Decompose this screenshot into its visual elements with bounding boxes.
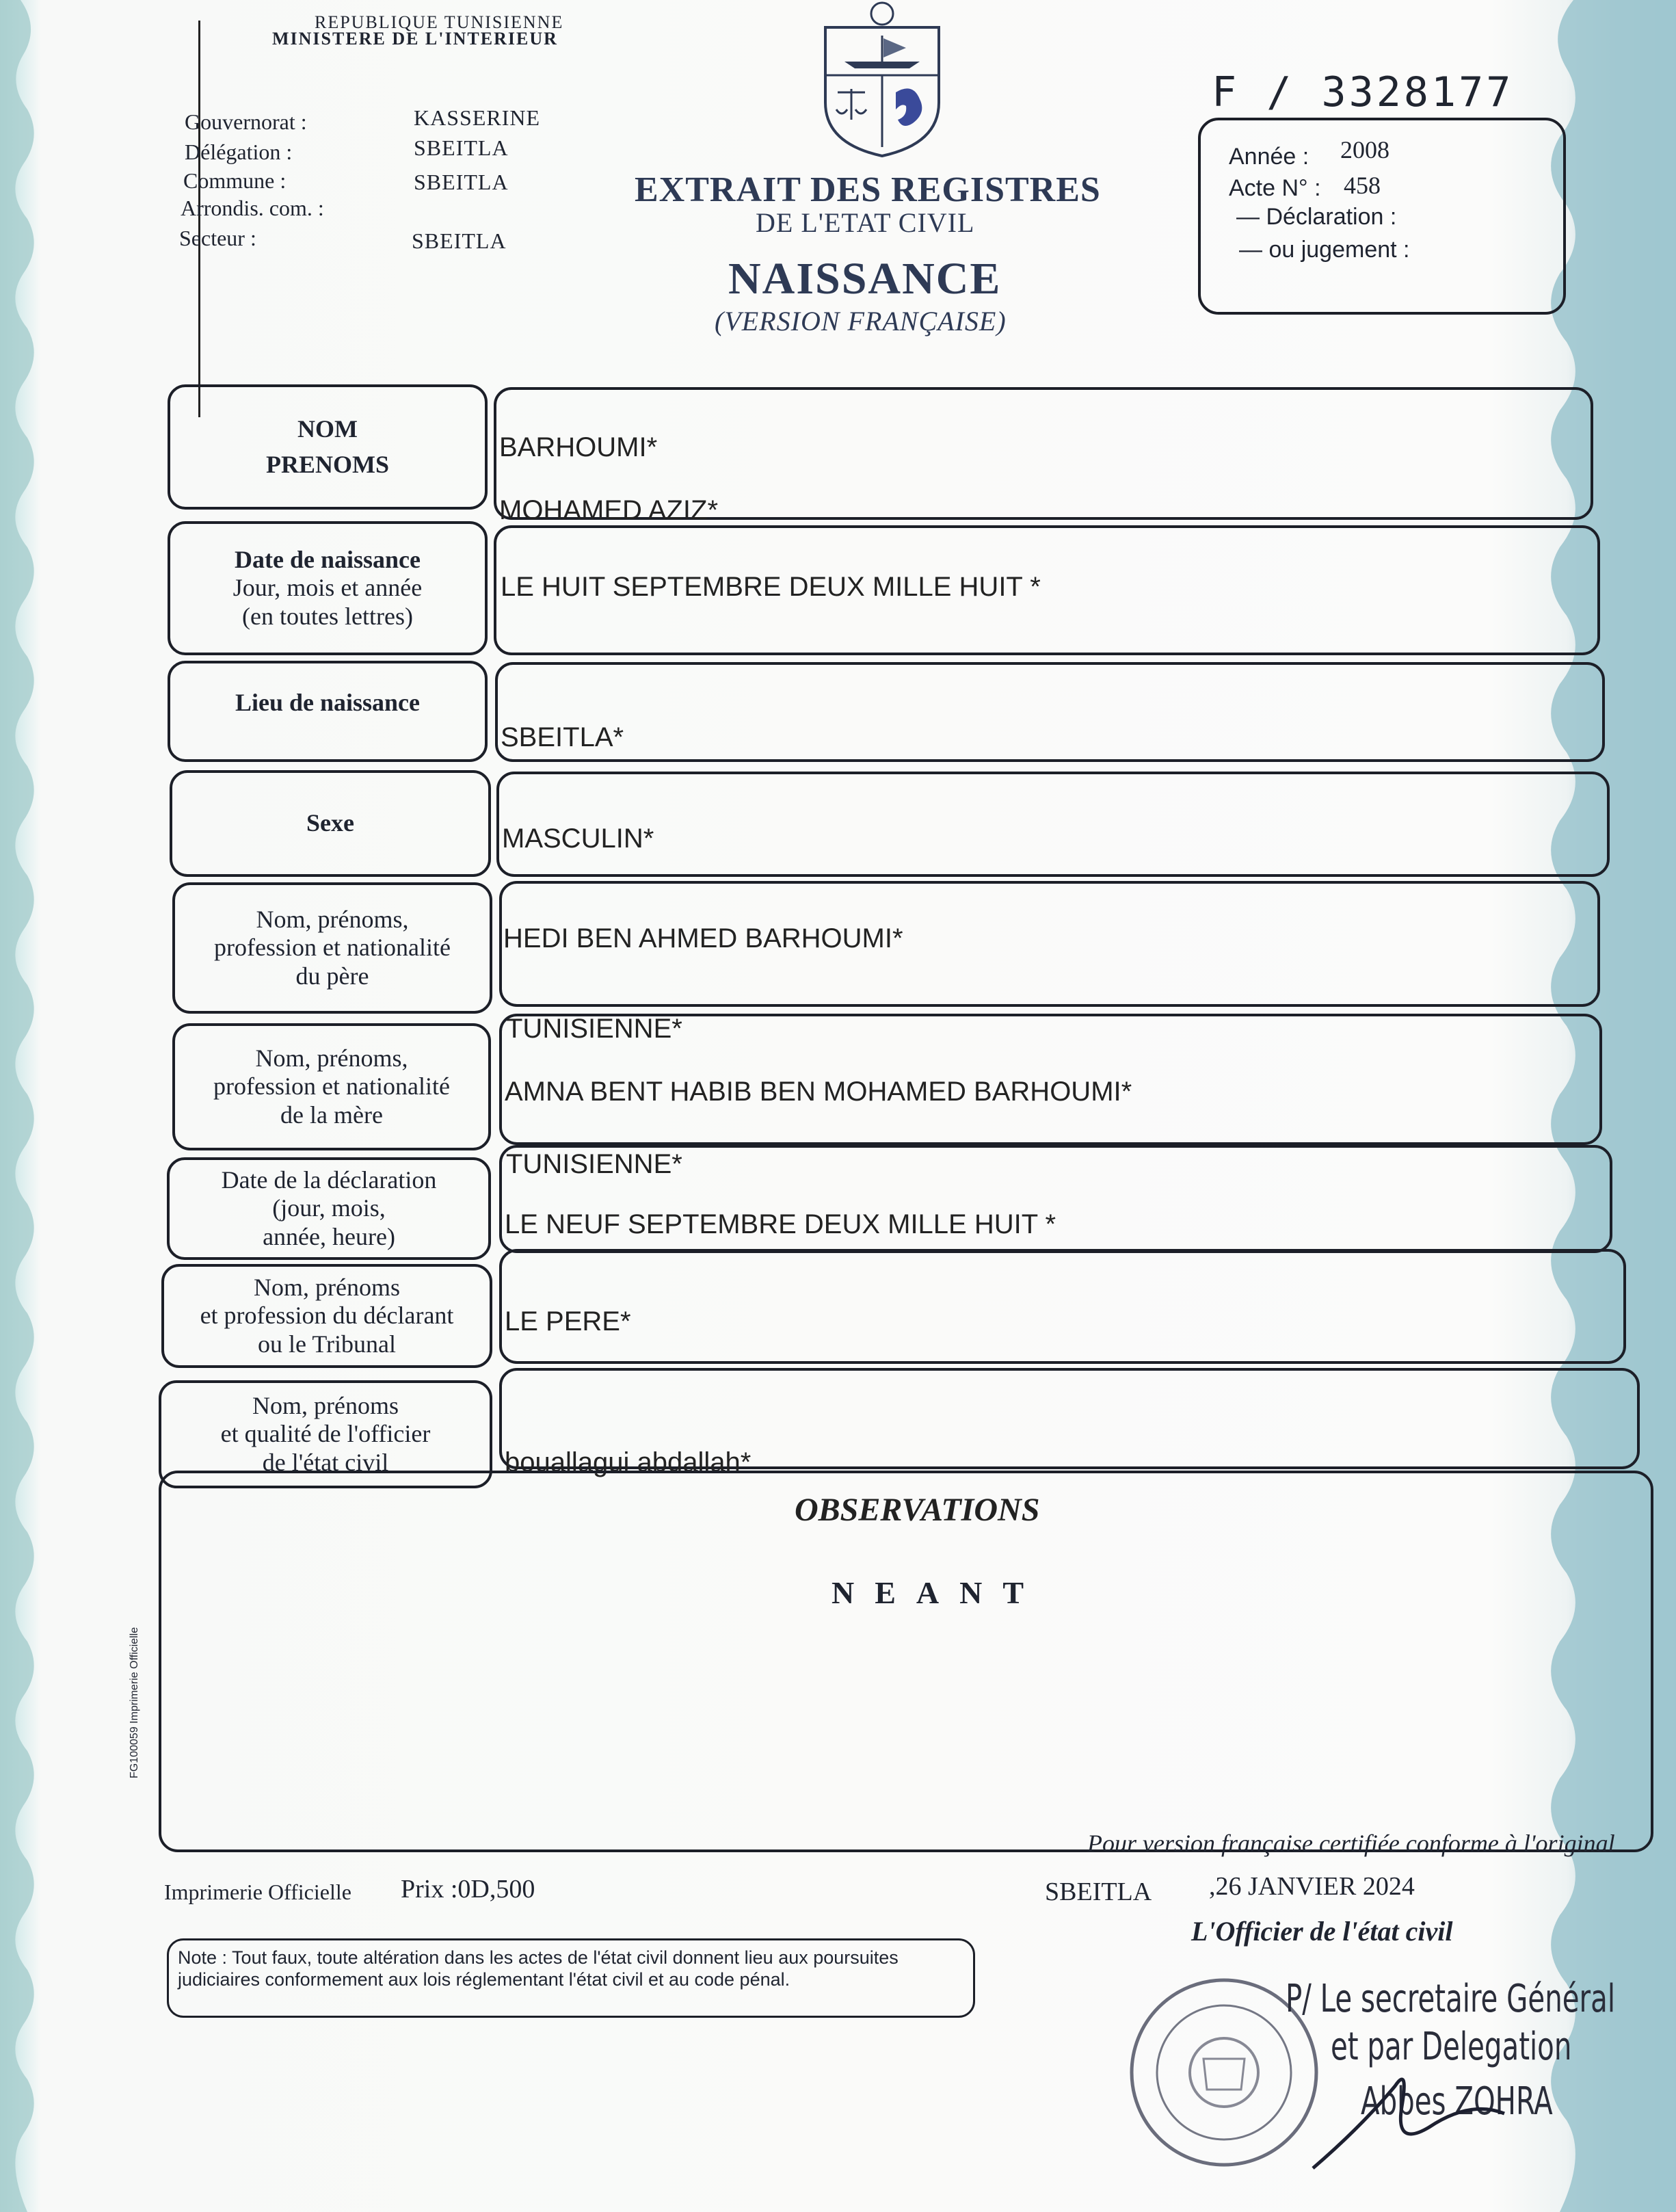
declarant-label [161,1264,492,1368]
left-guilloche-border [0,0,48,2212]
nom-label-line2: PRENOMS [266,450,389,478]
declaration-date-label [167,1157,491,1260]
declarant-label-line1: Nom, prénoms [254,1273,400,1301]
nom-label [168,384,488,510]
lieu-label: Lieu de naissance [235,689,421,717]
acte-value: 458 [1344,172,1381,199]
signature-line1: P/ Le secretaire Général [1286,1977,1616,2021]
declaration-label-line1: Date de la déclaration [221,1166,437,1194]
pere-nationality-value: TUNISIENNE* [506,1014,682,1044]
republic-text: REPUBLIQUE TUNISIENNE [315,12,564,32]
declarant-label-line3: ou le Tribunal [257,1330,397,1358]
prix-text: Prix :0D,500 [401,1875,535,1904]
officier-label-line1: Nom, prénoms [252,1391,399,1419]
sexe-value-box [496,772,1610,877]
side-print-code: FG100059 Imprimerie Officielle [129,1627,140,1778]
declaration-label-line3: année, heure) [263,1222,395,1250]
mere-label-line2: profession et nationalité [213,1072,450,1101]
footer-lieu: SBEITLA [1045,1878,1152,1906]
declaration-label: — Déclaration : [1236,204,1397,230]
arrondissement-label: Arrondis. com. : [181,196,324,220]
nom-label-line1: NOM [297,415,358,443]
lieu-value-box [495,662,1605,762]
imprimerie-text: Imprimerie Officielle [164,1880,351,1904]
footer-date: ,26 JANVIER 2024 [1209,1872,1415,1901]
pere-label-line3: du père [295,962,369,990]
officier-label-line3: de l'état civil [262,1448,389,1476]
signature-line2: et par Delegation [1331,2025,1572,2069]
signature-scribble-icon [1299,2045,1518,2182]
declaration-date-value: LE NEUF SEPTEMBRE DEUX MILLE HUIT * [505,1209,1056,1239]
title-version: (VERSION FRANÇAISE) [715,306,1007,337]
mere-name-value: AMNA BENT HABIB BEN MOHAMED BARHOUMI* [505,1077,1132,1107]
signature-line3: Abbes ZOHRA [1361,2079,1553,2124]
declarant-value-box [499,1249,1626,1364]
annee-value: 2008 [1340,136,1389,163]
secteur-label: Secteur : [179,226,256,250]
pere-label-line1: Nom, prénoms, [256,905,409,933]
officier-label-line2: et qualité de l'officier [220,1420,431,1448]
certification-text: Pour version française certifiée conforme à l'original [1087,1830,1615,1857]
date-naissance-label-line2: Jour, mois et année [232,574,423,602]
declarant-label-line2: et profession du déclarant [200,1302,454,1330]
jugement-label: — ou jugement : [1239,237,1410,263]
ministry-text: MINISTERE DE L'INTERIEUR [272,29,558,49]
sexe-label: Sexe [306,809,354,837]
declarant-value: LE PERE* [505,1306,631,1337]
officier-value: bouallagui abdallah* [505,1447,751,1477]
delegation-label: Délégation : [185,140,293,164]
acte-label: Acte N° : [1229,175,1321,201]
observations-title: OBSERVATIONS [795,1492,1040,1528]
date-naissance-label [168,521,488,655]
mere-label [172,1023,491,1150]
note-text: Note : Tout faux, toute altération dans les actes de l'état civil donnent lieu aux poursuites judiciaires conformement aux lois réglementant l'état civil et au code pénal. [178,1947,899,1990]
date-naissance-value: LE HUIT SEPTEMBRE DEUX MILLE HUIT * [501,572,1041,602]
sexe-value: MASCULIN* [502,824,654,854]
title-extrait: EXTRAIT DES REGISTRES [635,170,1101,209]
annee-label: Année : [1229,144,1309,170]
title-etat-civil: DE L'ETAT CIVIL [756,207,975,238]
commune-label: Commune : [183,168,287,193]
title-naissance: NAISSANCE [728,254,1002,304]
nom-value: BARHOUMI* [499,432,658,462]
pere-label [172,882,492,1014]
lieu-value: SBEITLA* [501,722,624,752]
prenoms-value: MOHAMED AZIZ* [499,495,719,525]
tunisia-coat-of-arms-icon [817,0,947,157]
delegation-value: SBEITLA [414,135,509,160]
declaration-label-line2: (jour, mois, [272,1194,386,1222]
commune-value: SBEITLA [414,170,509,194]
mere-nationality-value: TUNISIENNE* [506,1149,682,1179]
officier-title: L'Officier de l'état civil [1191,1916,1453,1947]
mere-label-line3: de la mère [280,1101,383,1129]
gouvernorat-label: Gouvernorat : [185,109,307,134]
mere-label-line1: Nom, prénoms, [255,1044,408,1072]
secteur-value: SBEITLA [412,228,507,253]
date-naissance-label-line1: Date de naissance [235,545,421,573]
serial-number: F / 3328177 [1212,68,1514,116]
gouvernorat-value: KASSERINE [414,105,541,130]
pere-name-value: HEDI BEN AHMED BARHOUMI* [503,923,903,953]
pere-label-line2: profession et nationalité [214,934,451,962]
observations-value: NEANT [832,1575,1045,1610]
date-naissance-label-line3: (en toutes lettres) [242,602,413,630]
